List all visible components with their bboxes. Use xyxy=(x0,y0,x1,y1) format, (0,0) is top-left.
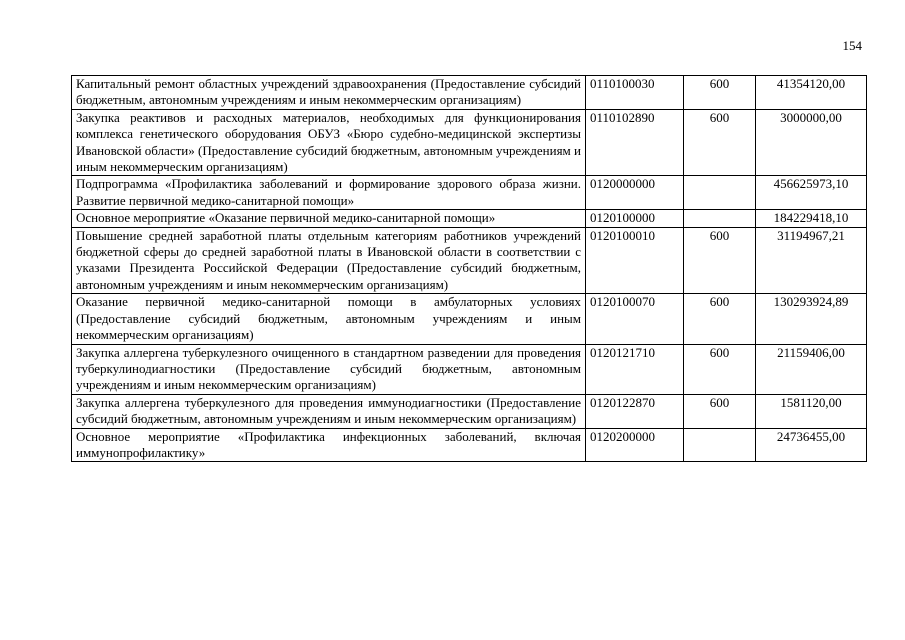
row-target-code: 0110100030 xyxy=(586,76,684,110)
row-expense-type xyxy=(684,176,756,210)
row-description: Закупка аллергена туберкулезного очищенного в стандартном разведении для проведения туберкулинодиагностики (Предоставление субсидий бюджетным, автономным учреждениям и иным некоммерческим организациям) xyxy=(72,344,586,394)
row-expense-type xyxy=(684,428,756,462)
row-expense-type xyxy=(684,210,756,227)
row-description: Подпрограмма «Профилактика заболеваний и формирование здорового образа жизни. Развитие первичной медико-санитарной помощи» xyxy=(72,176,586,210)
page-number: 154 xyxy=(842,38,862,53)
table-row xyxy=(72,344,867,394)
row-amount: 3000000,00 xyxy=(756,109,867,176)
row-target-code: 0120100070 xyxy=(586,294,684,344)
row-description: Основное мероприятие «Профилактика инфекционных заболеваний, включая иммунопрофилактику» xyxy=(72,428,586,462)
row-amount: 1581120,00 xyxy=(756,394,867,428)
table-row xyxy=(72,210,867,227)
table-row xyxy=(72,76,867,110)
row-target-code: 0120100010 xyxy=(586,227,684,294)
row-expense-type: 600 xyxy=(684,394,756,428)
row-expense-type: 600 xyxy=(684,344,756,394)
row-amount: 456625973,10 xyxy=(756,176,867,210)
row-description: Оказание первичной медико-санитарной помощи в амбулаторных условиях (Предоставление субсидий бюджетным, автономным учреждениям и иным некоммерческим организациям) xyxy=(72,294,586,344)
row-description: Основное мероприятие «Оказание первичной медико-санитарной помощи» xyxy=(72,210,586,227)
row-target-code: 0120000000 xyxy=(586,176,684,210)
row-target-code: 0120100000 xyxy=(586,210,684,227)
row-description: Капитальный ремонт областных учреждений здравоохранения (Предоставление субсидий бюджетным, автономным учреждениям и иным некоммерческим организациям) xyxy=(72,76,586,110)
table-row xyxy=(72,227,867,294)
row-description: Закупка аллергена туберкулезного для проведения иммунодиагностики (Предоставление субсидий бюджетным, автономным учреждениям и иным некоммерческим организациям) xyxy=(72,394,586,428)
row-expense-type: 600 xyxy=(684,109,756,176)
row-target-code: 0110102890 xyxy=(586,109,684,176)
row-expense-type: 600 xyxy=(684,76,756,110)
budget-table xyxy=(71,75,867,462)
table-row xyxy=(72,294,867,344)
row-target-code: 0120121710 xyxy=(586,344,684,394)
row-expense-type: 600 xyxy=(684,294,756,344)
row-amount: 24736455,00 xyxy=(756,428,867,462)
row-amount: 184229418,10 xyxy=(756,210,867,227)
row-target-code: 0120122870 xyxy=(586,394,684,428)
row-expense-type: 600 xyxy=(684,227,756,294)
table-row xyxy=(72,176,867,210)
table-row xyxy=(72,428,867,462)
row-target-code: 0120200000 xyxy=(586,428,684,462)
table-row xyxy=(72,394,867,428)
row-amount: 130293924,89 xyxy=(756,294,867,344)
row-amount: 21159406,00 xyxy=(756,344,867,394)
row-amount: 41354120,00 xyxy=(756,76,867,110)
row-amount: 31194967,21 xyxy=(756,227,867,294)
row-description: Повышение средней заработной платы отдельным категориям работников учреждений бюджетной сферы до средней заработной платы в Ивановской области в соответствии с указами Президента Российской Федерации (Предоставление субсидий бюджетным, автономным учреждениям и иным некоммерческим организациям) xyxy=(72,227,586,294)
table-row xyxy=(72,109,867,176)
row-description: Закупка реактивов и расходных материалов, необходимых для функционирования комплекса генетического оборудования ОБУЗ «Бюро судебно-медицинской экспертизы Ивановской области» (Предоставление субсидий бюджетным, автономным учреждениям и иным некоммерческим организациям) xyxy=(72,109,586,176)
